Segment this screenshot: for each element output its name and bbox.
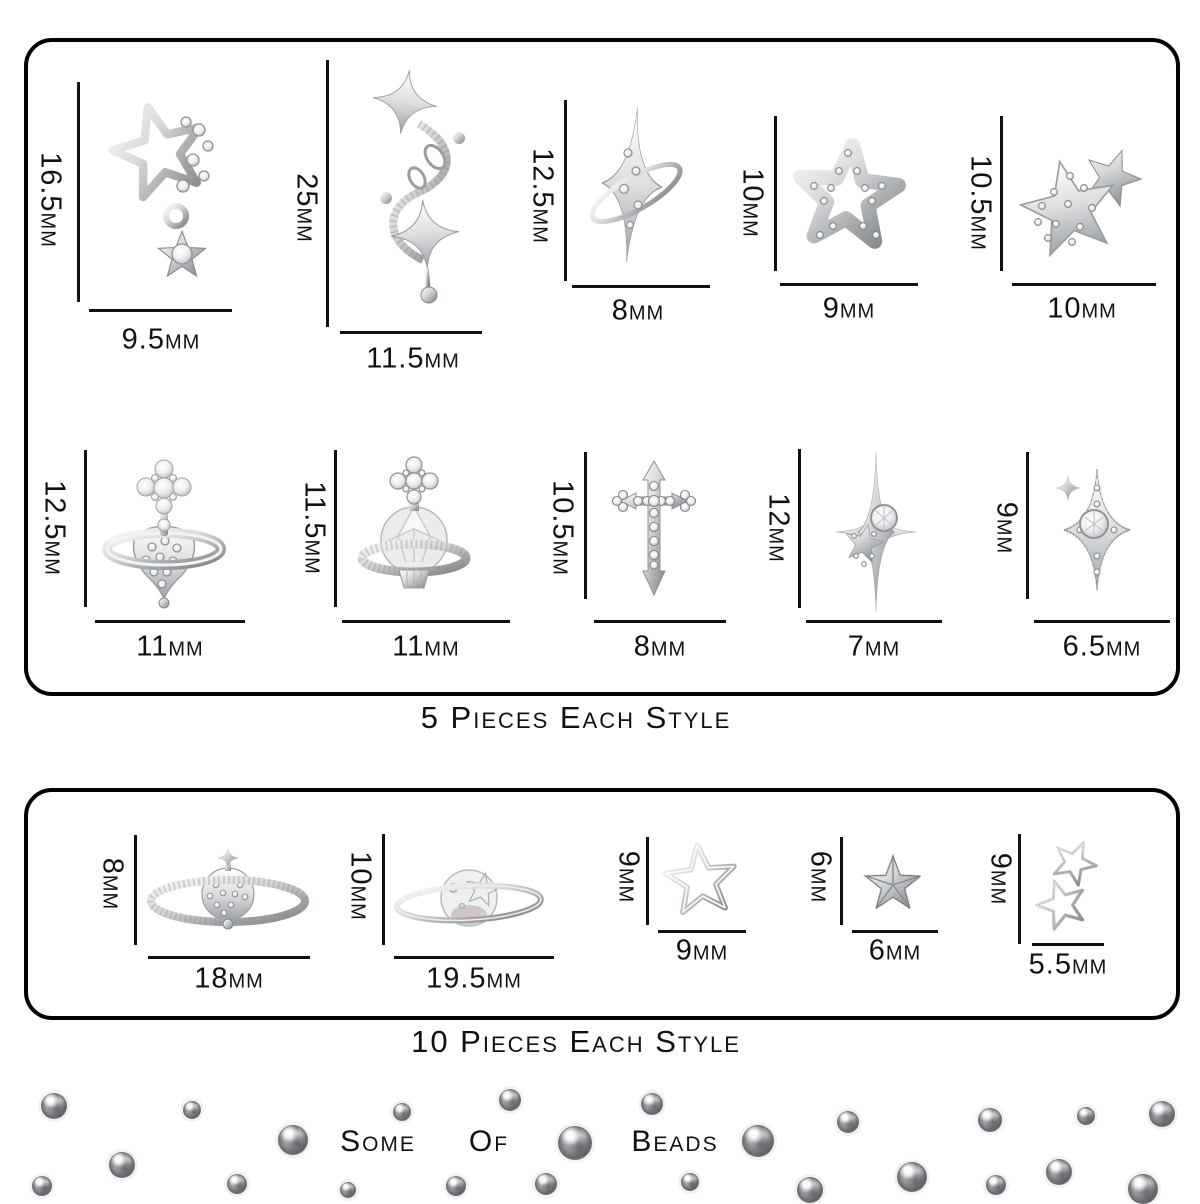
- width-label: 11.5mm: [366, 342, 460, 375]
- width-label: 8mm: [611, 294, 665, 327]
- width-label: 6mm: [868, 934, 922, 967]
- bead: [558, 1126, 592, 1160]
- sparkle-gem-charm: [1042, 452, 1147, 602]
- bead: [227, 1174, 247, 1194]
- panel1-caption: 5 Pieces Each Style: [420, 700, 732, 735]
- width-label: 6.5mm: [1062, 630, 1142, 663]
- height-label: 11.5mm: [298, 481, 331, 575]
- width-measure-line: [658, 930, 746, 933]
- height-measure-line: [774, 116, 777, 271]
- width-label: 11mm: [392, 630, 460, 663]
- bead: [41, 1093, 67, 1119]
- bead: [978, 1108, 1002, 1132]
- width-label: 19.5mm: [426, 962, 522, 995]
- height-measure-line: [334, 450, 337, 607]
- height-measure-line: [1026, 452, 1029, 599]
- height-measure-line: [840, 837, 843, 925]
- height-label: 25mm: [290, 173, 323, 243]
- height-measure-line: [798, 449, 801, 608]
- width-label: 11mm: [136, 630, 204, 663]
- height-label: 9mm: [612, 850, 645, 904]
- width-label: 7mm: [847, 630, 901, 663]
- height-label: 9mm: [990, 501, 1023, 555]
- width-measure-line: [1012, 283, 1156, 286]
- panel2-caption: 10 Pieces Each Style: [411, 1024, 741, 1059]
- bead: [797, 1177, 823, 1203]
- height-measure-line: [134, 835, 137, 945]
- width-measure-line: [852, 930, 938, 933]
- width-measure-line: [89, 309, 232, 312]
- width-measure-line: [342, 620, 510, 623]
- width-label: 9.5mm: [121, 323, 201, 356]
- double-star-charm: [1008, 130, 1148, 267]
- width-label: 5.5mm: [1028, 948, 1108, 981]
- height-label: 6mm: [804, 850, 837, 904]
- width-measure-line: [95, 620, 245, 623]
- beads-caption-word: Some: [340, 1125, 416, 1158]
- width-label: 8mm: [633, 630, 687, 663]
- open-star-charm: [659, 841, 745, 915]
- width-label: 18mm: [194, 962, 264, 995]
- bead: [183, 1101, 201, 1119]
- height-label: 9mm: [984, 852, 1017, 906]
- height-measure-line: [382, 834, 385, 945]
- width-measure-line: [1034, 620, 1170, 623]
- height-label: 10mm: [344, 851, 377, 921]
- bead: [986, 1175, 1006, 1195]
- height-label: 10.5mm: [546, 480, 579, 576]
- bead: [641, 1093, 663, 1115]
- height-measure-line: [84, 450, 87, 607]
- height-measure-line: [326, 60, 329, 327]
- width-label: 9mm: [822, 292, 876, 325]
- width-measure-line: [148, 956, 310, 959]
- pearl-orb-cross-charm: [100, 453, 228, 611]
- bead: [681, 1173, 699, 1191]
- rhinestone-star-charm: [786, 131, 914, 266]
- sparkle-swirl-charm: [355, 62, 480, 317]
- width-measure-line: [340, 331, 482, 334]
- bead: [278, 1125, 308, 1155]
- bead: [897, 1162, 927, 1192]
- width-measure-line: [572, 285, 710, 288]
- bead: [340, 1182, 356, 1198]
- bead: [535, 1173, 557, 1195]
- bead: [1149, 1101, 1175, 1127]
- height-label: 12.5mm: [526, 148, 559, 244]
- width-measure-line: [806, 620, 942, 623]
- width-measure-line: [394, 956, 554, 959]
- bead: [837, 1111, 859, 1133]
- height-label: 10.5mm: [964, 155, 997, 251]
- rhinestone-cross-charm: [604, 455, 704, 605]
- bead: [393, 1103, 411, 1121]
- north-star-charm: [826, 448, 926, 613]
- height-label: 16.5mm: [34, 152, 67, 248]
- width-measure-line: [594, 620, 726, 623]
- width-measure-line: [1032, 943, 1104, 946]
- bead: [446, 1176, 466, 1196]
- height-label: 12.5mm: [38, 480, 71, 576]
- height-measure-line: [646, 837, 649, 925]
- height-measure-line: [1000, 116, 1003, 271]
- height-label: 8mm: [96, 857, 129, 911]
- height-label: 10mm: [736, 168, 769, 238]
- open-star-dangle-charm: [100, 88, 235, 288]
- small-star-charm: [856, 851, 930, 915]
- bead: [109, 1152, 135, 1178]
- width-label: 9mm: [675, 934, 729, 967]
- double-open-star-charm: [1034, 837, 1100, 937]
- height-label: 12mm: [762, 493, 795, 563]
- bead: [742, 1125, 774, 1157]
- beads-caption-word: Beads: [631, 1125, 719, 1158]
- height-measure-line: [77, 82, 80, 302]
- height-measure-line: [1018, 834, 1021, 944]
- bead: [32, 1176, 52, 1196]
- height-measure-line: [584, 452, 587, 599]
- height-measure-line: [564, 100, 567, 281]
- width-measure-line: [780, 283, 918, 286]
- saturn-orb-charm: [144, 844, 312, 940]
- bead: [499, 1089, 521, 1111]
- bead: [1077, 1107, 1095, 1125]
- bead: [1046, 1159, 1072, 1185]
- width-label: 10mm: [1047, 292, 1117, 325]
- beads-caption-word: Of: [468, 1125, 510, 1158]
- crystal-orb-cross-charm: [352, 452, 477, 612]
- planet-ring-charm: [394, 856, 544, 946]
- north-star-ring-charm: [568, 93, 703, 278]
